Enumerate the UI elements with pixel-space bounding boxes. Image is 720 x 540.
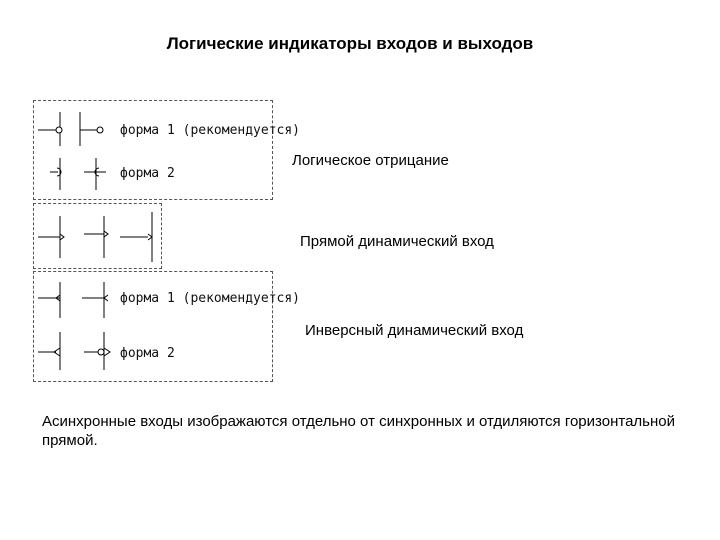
negation-caption: Логическое отрицание bbox=[292, 152, 449, 169]
inverse-form2-label: форма 2 bbox=[120, 346, 175, 361]
negation-form1-label: форма 1 (рекомендуется) bbox=[120, 123, 301, 138]
direct-dynamic-caption: Прямой динамический вход bbox=[300, 233, 494, 250]
page-title: Логические индикаторы входов и выходов bbox=[166, 34, 534, 53]
negation-form1-symbols bbox=[38, 112, 103, 146]
inverse-dynamic-form1-symbols bbox=[38, 282, 108, 318]
inverse-form1-label: форма 1 (рекомендуется) bbox=[120, 291, 301, 306]
inverse-dynamic-form2-symbols bbox=[38, 332, 110, 370]
inverse-dynamic-caption: Инверсный динамический вход bbox=[305, 322, 524, 339]
negation-form2-symbols bbox=[50, 158, 106, 190]
negation-form2-label: форма 2 bbox=[120, 166, 175, 181]
direct-dynamic-symbols bbox=[38, 212, 152, 262]
async-inputs-note: Асинхронные входы изображаются отдельно от синхронных и отдиляются горизонтальной прямой. bbox=[42, 413, 675, 449]
